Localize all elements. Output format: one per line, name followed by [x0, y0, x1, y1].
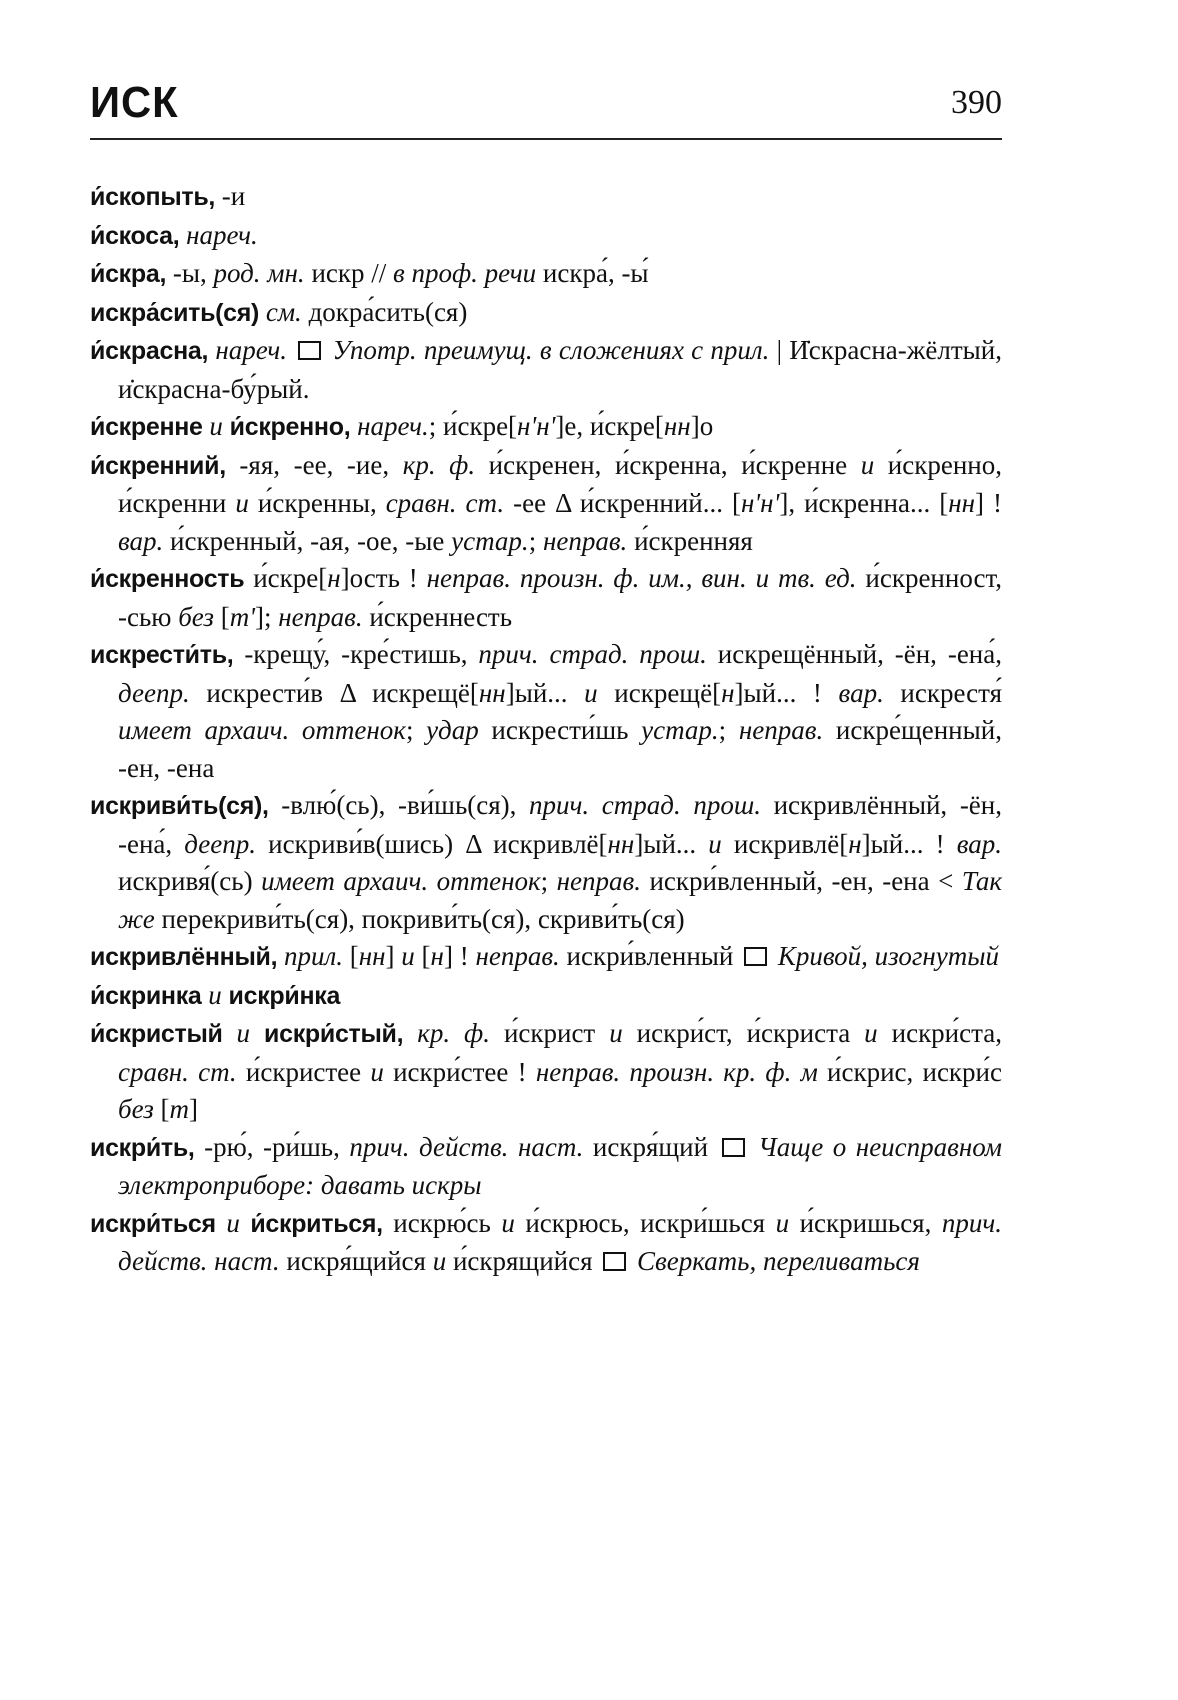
- grammatical-label: устар.: [451, 525, 529, 556]
- grammatical-label: без: [118, 1094, 154, 1124]
- headword: и́скренно,: [229, 413, 351, 441]
- dictionary-entry: [90, 977, 1002, 1016]
- headword: и́скра,: [90, 260, 167, 288]
- grammatical-label: прич. действ. наст.: [349, 1131, 584, 1162]
- entry-text: ]ый... !: [734, 677, 839, 708]
- grammatical-label: без: [178, 601, 214, 632]
- headword: искриви́ть(ся),: [90, 792, 269, 820]
- headword: искри́нка: [228, 981, 341, 1010]
- entry-text: [: [153, 1094, 170, 1124]
- entry-text: ; и́скре[: [428, 411, 518, 441]
- grammatical-label: н: [721, 677, 735, 708]
- entry-text: ;: [718, 715, 739, 745]
- headword: и́скриться,: [250, 1209, 383, 1238]
- entry-text: ]о: [690, 411, 714, 441]
- entry-text: искрещё[: [597, 677, 722, 708]
- grammatical-label: прич. страд. прош.: [529, 790, 761, 820]
- entry-text: ;: [528, 525, 543, 556]
- entry-text: и́скренняя: [627, 525, 753, 556]
- entry-text: -крещу́, -кре́стишь,: [233, 639, 479, 669]
- grammatical-label: нн: [478, 677, 506, 708]
- grammatical-label: Употр. преимущ. в сложениях с прил.: [325, 335, 770, 365]
- entry-text: искри́вленный, -ен, -ена <: [640, 866, 962, 896]
- entry-text: искр //: [304, 258, 393, 288]
- dictionary-entry: [90, 1205, 1002, 1281]
- page-header: [90, 78, 1002, 138]
- entry-text: и́скренен, и́скренна, и́скренне: [475, 449, 861, 480]
- grammatical-label: нн: [358, 941, 386, 971]
- entry-text: искра́, -ы́: [536, 258, 649, 288]
- dictionary-entry: [90, 636, 1002, 787]
- entry-text: [: [343, 941, 359, 971]
- entry-text: ];: [255, 601, 279, 632]
- entry-text: искривлённый, -ён, -ена́,: [118, 790, 1002, 859]
- grammatical-label: см.: [259, 296, 302, 327]
- grammatical-label: Так же: [118, 866, 1002, 934]
- entry-text: ]: [189, 1094, 198, 1124]
- dictionary-entry: [90, 938, 1002, 977]
- headword: и́скренность: [90, 565, 245, 593]
- headword: искри́стый,: [264, 1020, 404, 1048]
- grammatical-label: н: [430, 941, 444, 971]
- grammatical-label: вар.: [956, 828, 1003, 859]
- entry-text: искрести́в Δ искрещё[: [189, 677, 479, 708]
- grammatical-label: кр. ф.: [402, 449, 476, 480]
- entry-text: ] !: [443, 941, 476, 971]
- grammatical-label: т: [169, 1094, 189, 1124]
- grammatical-label: неправ. произн. кр. ф. м: [535, 1056, 818, 1087]
- entry-text: и́скренно, и́скренни: [118, 449, 1002, 518]
- entry-text: перекриви́ть(ся), покриви́ть(ся), скриви́ть(ся): [154, 903, 685, 934]
- entry-text: искривя́(сь): [118, 866, 262, 896]
- running-head: ИСК: [90, 78, 179, 127]
- grammatical-label: удар: [426, 715, 479, 745]
- grammatical-label: неправ. произн. ф. им., вин. и тв. ед.: [426, 563, 857, 593]
- grammatical-label: вар.: [838, 677, 884, 708]
- entry-text: и́скре[: [244, 563, 328, 593]
- grammatical-label: н'н': [741, 488, 780, 518]
- entry-text: -яя, -ее, -ие,: [225, 449, 403, 480]
- dictionary-entry: [90, 408, 1002, 447]
- entry-text: -ее Δ и́скренний... [: [504, 488, 741, 518]
- grammatical-label: и: [222, 1018, 265, 1048]
- entry-text: и́скрюсь, искри́шься: [514, 1207, 776, 1238]
- headword: искри́ться: [90, 1209, 216, 1238]
- dictionary-entry: [90, 787, 1002, 938]
- grammatical-label: н: [848, 828, 862, 859]
- entry-text: -и: [215, 181, 246, 211]
- grammatical-label: кр. ф.: [403, 1018, 490, 1048]
- entry-text: и́скришься,: [789, 1207, 942, 1238]
- grammatical-label: и: [432, 1246, 447, 1276]
- grammatical-label: имеет архаич. оттенок: [261, 866, 541, 896]
- grammatical-label: и: [860, 449, 875, 480]
- entry-text: искря́щий: [583, 1131, 718, 1162]
- entry-text: искрестя́: [883, 677, 1002, 708]
- grammatical-label: имеет архаич. оттенок: [118, 715, 406, 745]
- entry-text: ]ый... !: [861, 828, 957, 859]
- dictionary-entry: [90, 217, 1002, 256]
- grammatical-label: неправ.: [738, 715, 824, 745]
- grammatical-label: деепр.: [184, 828, 256, 859]
- grammatical-label: Чаще о неисправном электроприборе: давать искры: [118, 1131, 1002, 1200]
- entry-text: искри́стее !: [383, 1056, 536, 1087]
- entry-text: [: [414, 941, 431, 971]
- grammatical-label: сравн. ст.: [385, 488, 505, 518]
- entry-text: и́скренный, -ая, -ое, -ые: [163, 525, 452, 556]
- entry-text: искриви́в(шись) Δ искривлё[: [256, 828, 608, 859]
- entry-text: ;: [540, 866, 557, 896]
- definition-box-icon: [744, 947, 767, 966]
- grammatical-label: и: [401, 941, 415, 971]
- entry-text: и́скрист: [489, 1018, 610, 1048]
- dictionary-entries: [90, 178, 1002, 1281]
- entry-text: ] !: [975, 488, 1003, 518]
- grammatical-label: вар.: [118, 525, 164, 556]
- grammatical-label: Кривой, изогнутый: [771, 941, 1000, 971]
- entry-text: искрю́сь: [382, 1207, 502, 1238]
- entry-text: и́скреннесть: [362, 601, 513, 632]
- entry-text: искривлё[: [721, 828, 849, 859]
- grammatical-label: Сверкать, переливаться: [630, 1246, 920, 1276]
- entry-text: искря́щийся: [279, 1246, 433, 1276]
- entry-text: и́скренност, -сью: [118, 563, 1002, 632]
- definition-box-icon: [603, 1252, 626, 1271]
- entry-text: ], и́скренна... [: [779, 488, 949, 518]
- headword: и́скопыть,: [90, 183, 216, 211]
- grammatical-label: и: [202, 411, 230, 441]
- grammatical-label: т': [229, 601, 255, 632]
- entry-text: и́скренны,: [248, 488, 386, 518]
- headword: и́скоса,: [90, 221, 180, 250]
- grammatical-label: и: [708, 828, 722, 859]
- headword: и́скринка: [90, 981, 202, 1010]
- grammatical-label: и: [201, 979, 229, 1010]
- dictionary-entry: [90, 255, 1002, 294]
- entry-text: искрести́шь: [478, 715, 642, 745]
- dictionary-entry: [90, 1015, 1002, 1129]
- grammatical-label: и: [584, 677, 598, 708]
- grammatical-label: неправ.: [278, 601, 363, 632]
- dictionary-entry: [90, 178, 1002, 217]
- entry-text: ]ость !: [340, 563, 427, 593]
- grammatical-label: нареч.: [208, 335, 295, 365]
- entry-text: и́скристее: [236, 1056, 371, 1087]
- grammatical-label: устар.: [641, 715, 719, 745]
- entry-text: [: [213, 601, 230, 632]
- grammatical-label: и: [235, 488, 249, 518]
- entry-text: искри́ста,: [877, 1018, 1002, 1048]
- grammatical-label: н'н': [517, 411, 556, 441]
- grammatical-label: прил.: [277, 941, 343, 971]
- entry-text: ]: [385, 941, 402, 971]
- entry-text: и́скрис, искри́с: [817, 1056, 1002, 1087]
- entry-text: ;: [405, 715, 427, 745]
- grammatical-label: и: [370, 1056, 384, 1087]
- grammatical-label: прич. действ. наст.: [118, 1207, 1002, 1276]
- grammatical-label: нн: [948, 488, 976, 518]
- entry-text: -влю́(сь), -ви́шь(ся),: [268, 790, 530, 820]
- entry-text: -рю́, -ри́шь,: [194, 1131, 350, 1162]
- grammatical-label: род. мн.: [213, 258, 305, 288]
- grammatical-label: неправ.: [542, 525, 628, 556]
- entry-text: искре́щенный, -ен, -ена: [118, 715, 1002, 783]
- grammatical-label: нн: [607, 828, 635, 859]
- grammatical-label: и: [215, 1207, 251, 1238]
- headword: и́скренне: [90, 413, 203, 441]
- dictionary-entry: [90, 1129, 1002, 1205]
- grammatical-label: нареч.: [350, 411, 429, 441]
- headword: и́скрасна,: [90, 337, 209, 365]
- grammatical-label: нареч.: [179, 219, 258, 250]
- grammatical-label: и: [864, 1018, 878, 1048]
- dictionary-entry: [90, 560, 1002, 636]
- grammatical-label: в проф. речи: [393, 258, 537, 288]
- headword: искривлённый,: [90, 943, 278, 971]
- definition-box-icon: [298, 341, 321, 360]
- headword: и́скренний,: [90, 451, 226, 480]
- dictionary-entry: [90, 294, 1002, 333]
- header-rule: [90, 138, 1002, 140]
- dictionary-entry: [90, 447, 1002, 561]
- dictionary-entry: [90, 332, 1002, 408]
- page-number: 390: [951, 84, 1002, 121]
- entry-text: искри́вленный: [559, 941, 741, 971]
- entry-text: ]ый...: [634, 828, 709, 859]
- grammatical-label: н: [327, 563, 341, 593]
- grammatical-label: и: [501, 1207, 515, 1238]
- entry-text: | И̇скрасна-жёлтый, и̇скрасна-бу́рый.: [118, 335, 1003, 404]
- headword: искри́ть,: [90, 1133, 195, 1162]
- grammatical-label: сравн. ст.: [118, 1056, 237, 1087]
- grammatical-label: деепр.: [118, 677, 190, 708]
- grammatical-label: прич. страд. прош.: [478, 639, 707, 669]
- entry-text: искрещённый, -ён, -ена́,: [706, 639, 1002, 669]
- entry-text: докра́сить(ся): [301, 296, 468, 327]
- grammatical-label: неправ.: [475, 941, 560, 971]
- entry-text: ]е, и́скре[: [555, 411, 664, 441]
- definition-box-icon: [722, 1138, 745, 1157]
- grammatical-label: нн: [663, 411, 691, 441]
- entry-text: ]ый...: [505, 677, 585, 708]
- headword: и́скристый: [90, 1020, 223, 1048]
- grammatical-label: и: [609, 1018, 623, 1048]
- grammatical-label: и: [775, 1207, 790, 1238]
- headword: искрести́ть,: [90, 641, 234, 669]
- entry-text: -ы,: [166, 258, 214, 288]
- entry-text: и́скрящийся: [446, 1246, 600, 1276]
- headword: искра́сить(ся): [90, 298, 260, 327]
- entry-text: искри́ст, и́скриста: [622, 1018, 865, 1048]
- grammatical-label: неправ.: [556, 866, 641, 896]
